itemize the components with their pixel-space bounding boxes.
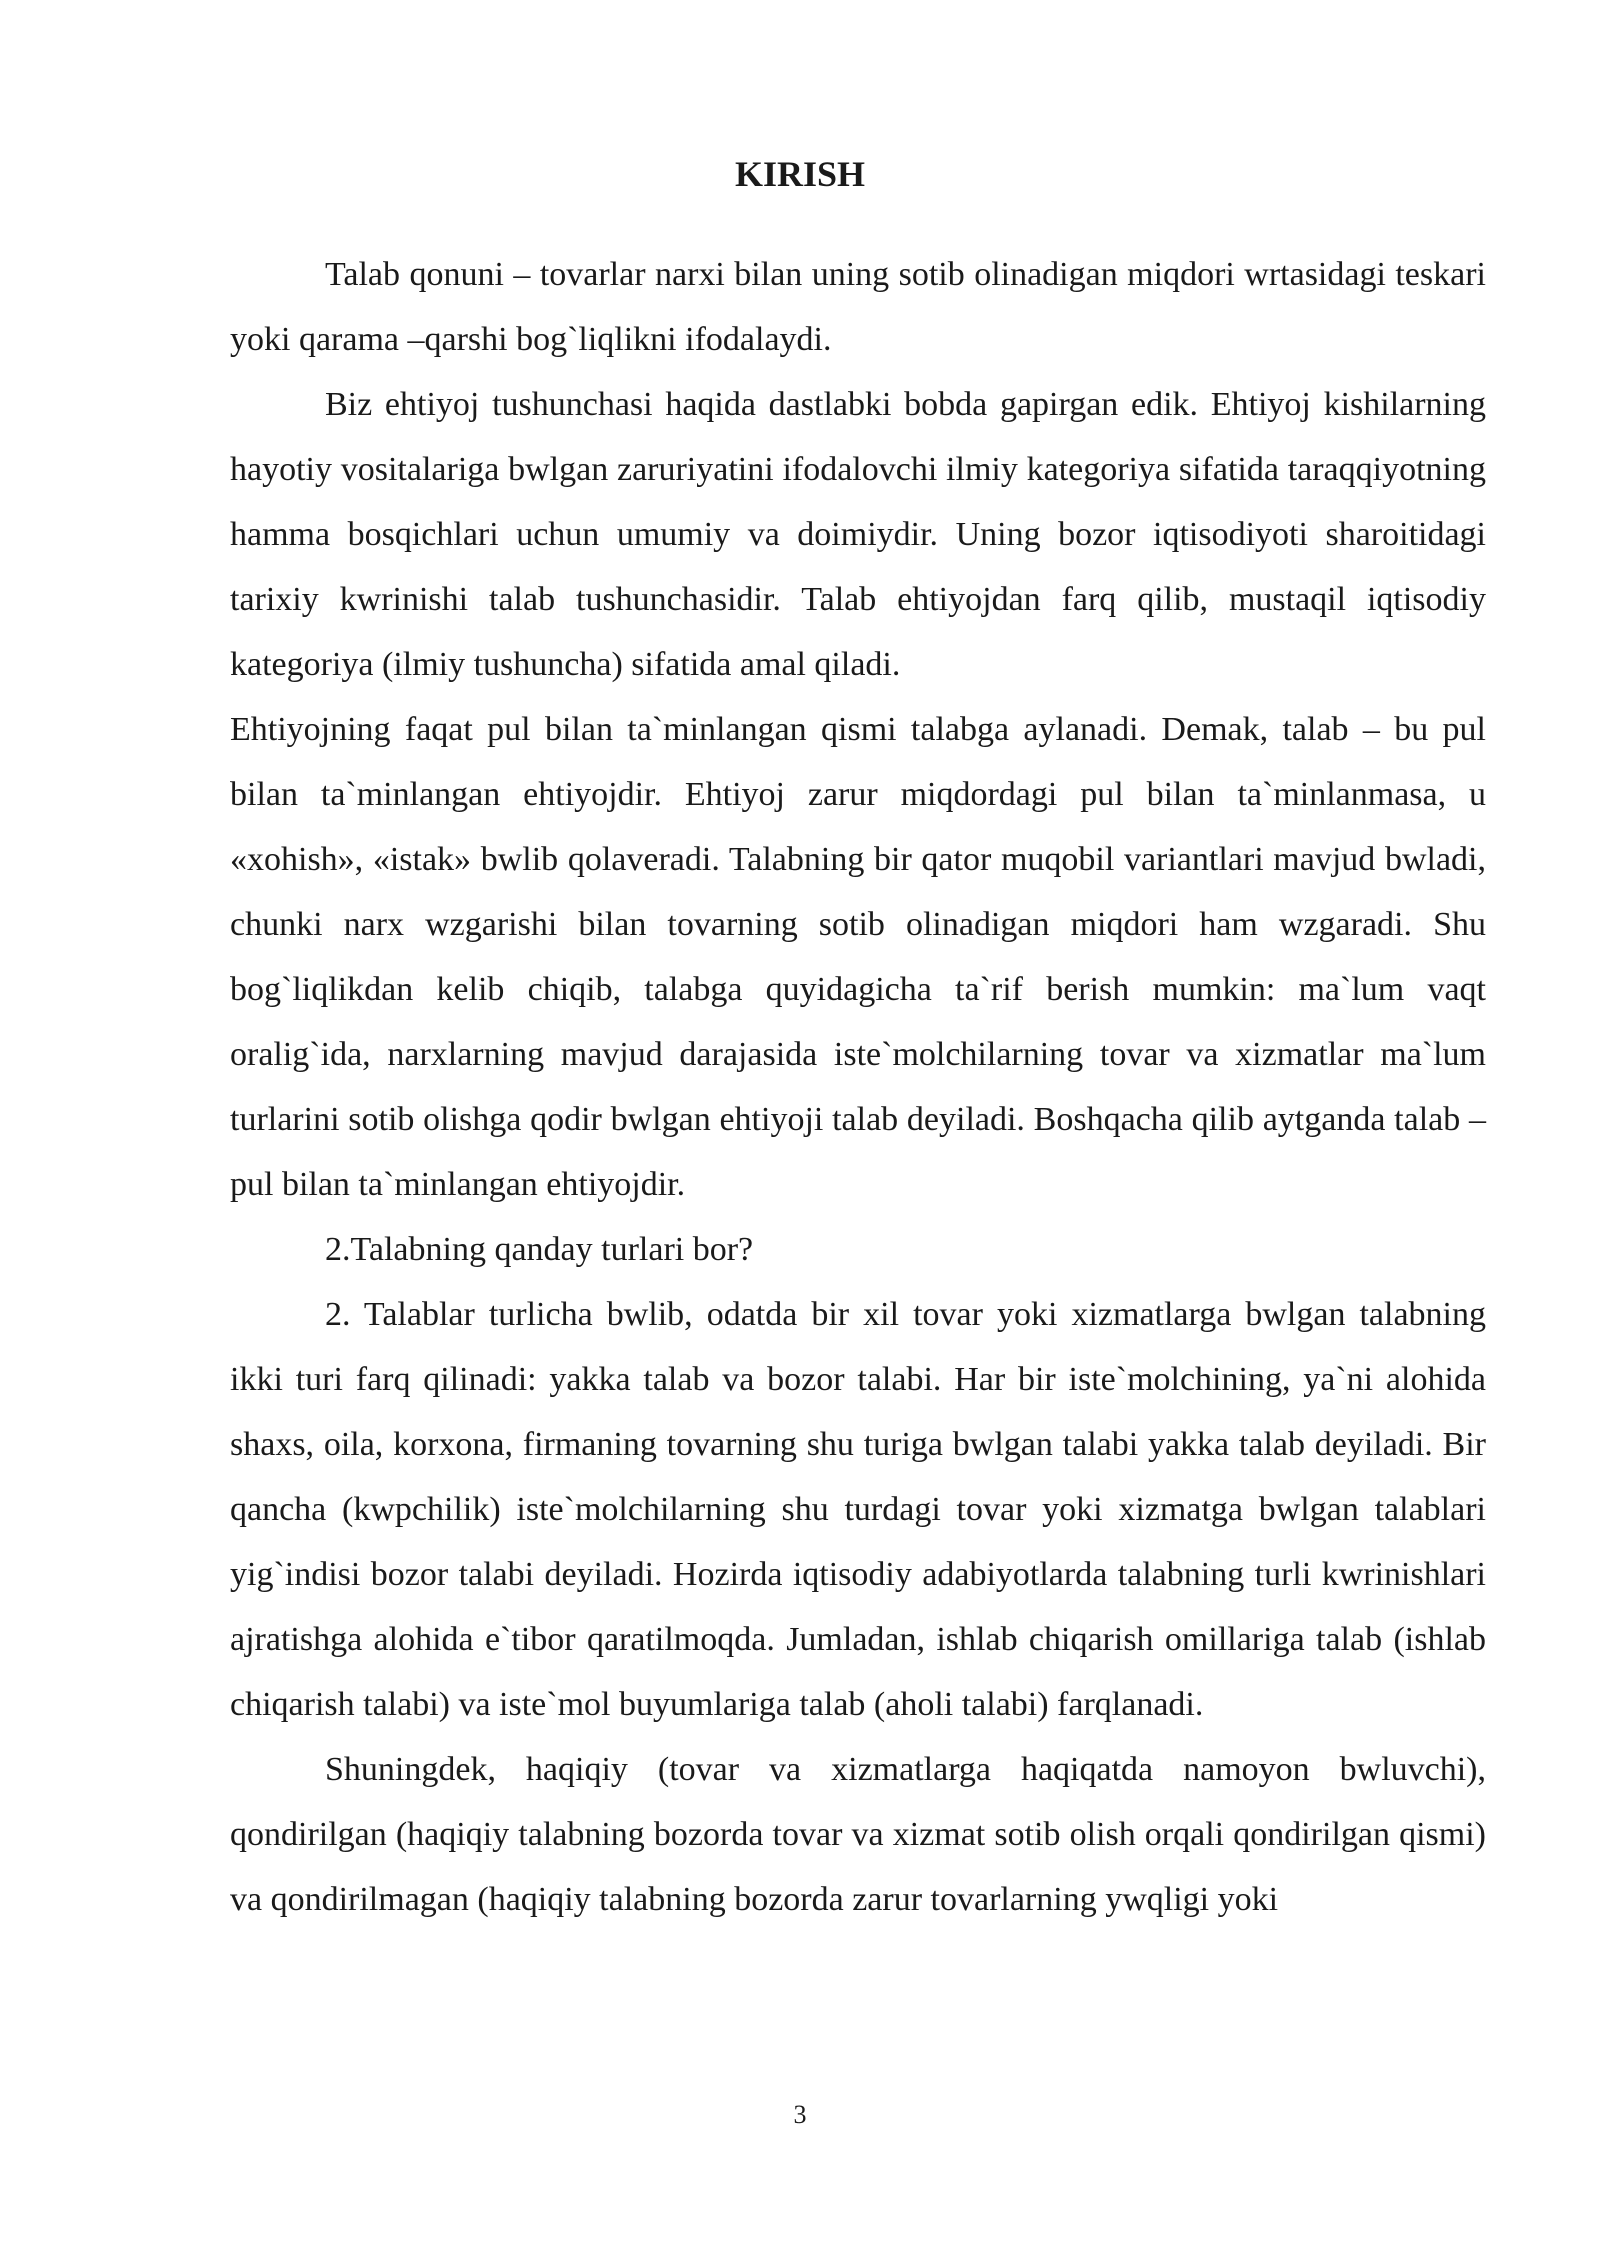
paragraph-talab-qonuni: Talab qonuni – tovarlar narxi bilan uning sotib olinadigan miqdori wrtasidagi teskari yoki qarama –qarshi bog`liqlikni ifodalaydi. [230, 256, 1486, 358]
paragraph-ehtiyoj: Biz ehtiyoj tushunchasi haqida dastlabki bobda gapirgan edik. Ehtiyoj kishilarning hayotiy vositalariga bwlgan zaruriyatini ifodalovchi ilmiy kategoriya sifatida taraqqiyotning hamma bosqichlari uchun umumiy va doimiydir. Uning bozor iqtisodiyoti sharoitidagi tarixiy kwrinishi talab tushunchasidir. Talab ehtiyojdan farq qilib, mustaqil iqtisodiy kategoriya (ilmiy tushuncha) sifatida amal qiladi. [230, 386, 1486, 683]
paragraph-talab-turlari: 2. Talablar turlicha bwlib, odatda bir xil tovar yoki xizmatlarga bwlgan talabning ikki turi farq qilinadi: yakka talab va bozor talabi. Har bir iste`molchining, ya`ni alohida shaxs, oila, korxona, firmaning tovarning shu turiga bwlgan talabi yakka talab deyiladi. Bir qancha (kwpchilik) iste`molchilarning shu turdagi tovar yoki xizmatga bwlgan talablari yig`indisi bozor talabi deyiladi. Hozirda iqtisodiy adabiyotlarda talabning turli kwrinishlari ajratishga alohida e`tibor qaratilmoqda. Jumladan, ishlab chiqarish omillariga talab (ishlab chiqarish talabi) va iste`mol buyumlariga talab (aholi talabi) farqlanadi. [230, 1296, 1486, 1723]
page-number: 3 [793, 2100, 807, 2129]
page-heading: KIRISH [734, 154, 866, 194]
paragraph-talab-definition: Ehtiyojning faqat pul bilan ta`minlangan qismi talabga aylanadi. Demak, talab – bu pul bilan ta`minlangan ehtiyojdir. Ehtiyoj zarur miqdordagi pul bilan ta`minlanmasa, u «xohish», «istak» bwlib qolaveradi. Talabning bir qator muqobil variantlari mavjud bwladi, chunki narx wzgarishi bilan tovarning sotib olinadigan miqdori ham wzgaradi. Shu bog`liqlikdan kelib chiqib, talabga quyidagicha ta`rif berish mumkin: ma`lum vaqt oralig`ida, narxlarning mavjud darajasida iste`molchilarning tovar va xizmatlar ma`lum turlarini sotib olishga qodir bwlgan ehtiyoji talab deyiladi. Boshqacha qilib aytganda talab – pul bilan ta`minlangan ehtiyojdir. [230, 711, 1486, 1203]
paragraph-question: 2.Talabning qanday turlari bor? [325, 1231, 754, 1268]
paragraph-shuningdek: Shuningdek, haqiqiy (tovar va xizmatlarga haqiqatda namoyon bwluvchi), qondirilgan (haqiqiy talabning bozorda tovar va xizmat sotib olish orqali qondirilgan qismi) va qondirilmagan (haqiqiy talabning bozorda zarur tovarlarning ywqligi yoki [230, 1751, 1486, 1918]
body-text [230, 242, 1486, 1932]
